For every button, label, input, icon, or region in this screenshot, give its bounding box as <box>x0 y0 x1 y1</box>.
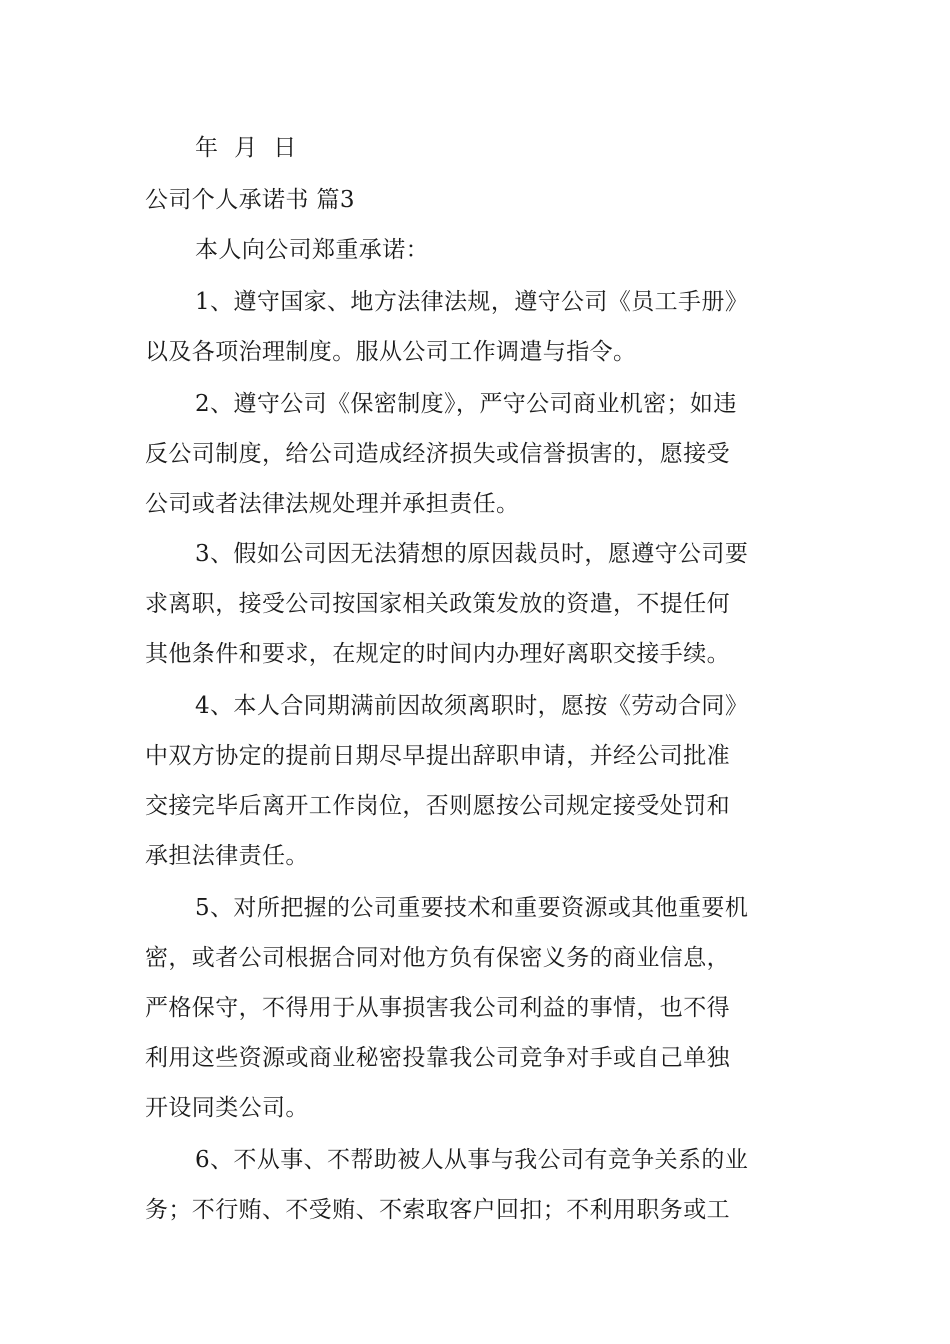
paragraph-line: 5、对所把握的公司重要技术和重要资源或其他重要机 <box>195 895 749 921</box>
paragraph-line: 6、不从事、不帮助被人从事与我公司有竞争关系的业 <box>195 1147 749 1173</box>
paragraph-line: 4、本人合同期满前因故须离职时，愿按《劳动合同》 <box>195 693 749 719</box>
paragraph-line: 其他条件和要求，在规定的时间内办理好离职交接手续。 <box>145 641 730 667</box>
paragraph-line: 3、假如公司因无法猜想的原因裁员时，愿遵守公司要 <box>195 541 749 567</box>
section-heading: 公司个人承诺书 篇3 <box>145 187 355 213</box>
paragraph-line: 求离职，接受公司按国家相关政策发放的资遣，不提任何 <box>145 591 730 617</box>
paragraph-line: 严格保守，不得用于从事损害我公司利益的事情，也不得 <box>145 995 730 1021</box>
paragraph-line: 公司或者法律法规处理并承担责任。 <box>145 491 520 517</box>
paragraph-line: 以及各项治理制度。服从公司工作调遣与指令。 <box>145 339 637 365</box>
paragraph-line: 开设同类公司。 <box>145 1095 309 1121</box>
paragraph-line: 务；不行贿、不受贿、不索取客户回扣；不利用职务或工 <box>145 1197 730 1223</box>
paragraph-line: 密，或者公司根据合同对他方负有保密义务的商业信息， <box>145 945 730 971</box>
paragraph-line: 1、遵守国家、地方法律法规，遵守公司《员工手册》 <box>195 289 749 315</box>
intro-line: 本人向公司郑重承诺： <box>195 237 429 263</box>
paragraph-line: 反公司制度，给公司造成经济损失或信誉损害的，愿接受 <box>145 441 730 467</box>
date-line: 年 月 日 <box>195 135 297 161</box>
paragraph-line: 利用这些资源或商业秘密投靠我公司竞争对手或自己单独 <box>145 1045 730 1071</box>
paragraph-line: 中双方协定的提前日期尽早提出辞职申请，并经公司批准 <box>145 743 730 769</box>
paragraph-line: 交接完毕后离开工作岗位，否则愿按公司规定接受处罚和 <box>145 793 730 819</box>
paragraph-line: 承担法律责任。 <box>145 843 309 869</box>
paragraph-line: 2、遵守公司《保密制度》，严守公司商业机密；如违 <box>195 391 737 417</box>
